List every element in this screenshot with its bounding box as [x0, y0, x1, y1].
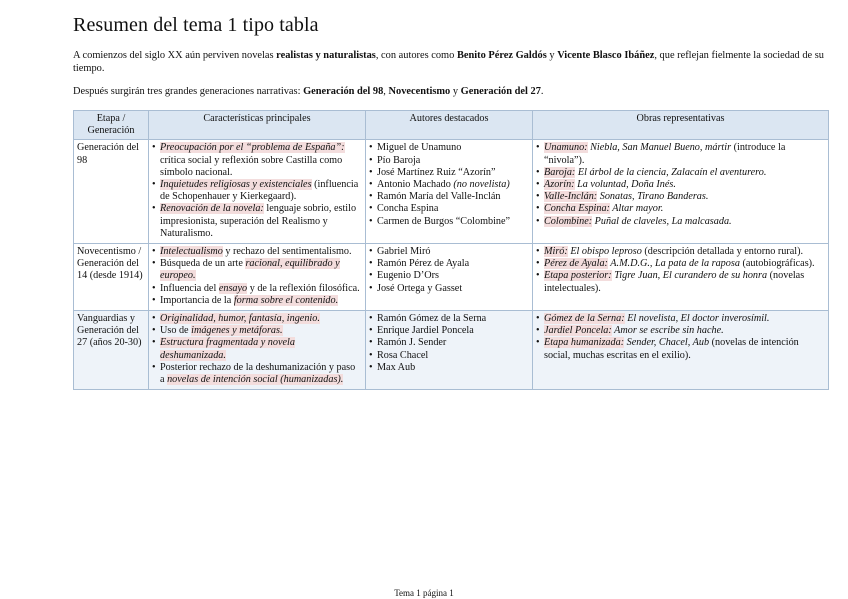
- highlighted-text: Renovación de la novela:: [160, 203, 264, 215]
- authors-cell: [366, 244, 533, 311]
- works-list: [536, 313, 825, 362]
- work-item: [544, 179, 825, 191]
- work-titles: A.M.D.G., La pata de la raposa: [607, 258, 740, 270]
- author-note: (no novelista): [453, 179, 510, 191]
- intro2-bold-27: Generación del 27: [460, 86, 541, 97]
- header-stage: Etapa / Generación: [74, 111, 149, 140]
- author-item: [377, 155, 529, 167]
- feature-text: Influencia del: [160, 282, 219, 294]
- work-item: [544, 142, 825, 166]
- author-item: [377, 362, 529, 374]
- intro1-text-c: , con autores como: [375, 50, 457, 61]
- feature-text: (influencia de Schopenhauer y Kierkegaard).: [160, 179, 359, 203]
- author-item: [377, 167, 529, 179]
- intro2-bold-novecentismo: Novecentismo: [388, 86, 451, 97]
- work-author: Valle-Inclán:: [544, 191, 598, 203]
- work-note: (novelas intelectuales).: [544, 270, 805, 294]
- work-item: [544, 325, 825, 337]
- table-header-row: [74, 111, 829, 140]
- author-name: José Ortega y Gasset: [377, 282, 463, 294]
- stage-cell: Vanguardias y Generación del 27 (años 20-30): [74, 311, 149, 390]
- feature-text: y rechazo del sentimentalismo.: [222, 246, 352, 258]
- author-item: [377, 325, 529, 337]
- intro1-text-a: A comienzos del siglo XX aún perviven novelas: [73, 50, 277, 61]
- highlighted-text: Inquietudes religiosas y existenciales: [160, 179, 312, 191]
- header-features: Características principales: [149, 111, 366, 140]
- feature-item: [160, 362, 362, 386]
- intro-paragraph-2: [73, 85, 828, 98]
- author-item: [377, 179, 529, 191]
- work-titles: Puñal de claveles, La malcasada.: [592, 215, 732, 227]
- author-name: Max Aub: [377, 361, 416, 373]
- feature-item: [160, 179, 362, 203]
- feature-text: lenguaje sobrio, estilo impresionista, superación del Realismo y Naturalismo.: [160, 203, 357, 239]
- authors-cell: [366, 311, 533, 390]
- author-name: Carmen de Burgos “Colombine”: [377, 215, 511, 227]
- authors-list: [369, 246, 529, 295]
- intro1-text-e: y: [546, 50, 558, 61]
- feature-item: [160, 246, 362, 258]
- work-author: Gómez de la Serna:: [544, 313, 625, 325]
- feature-text: Búsqueda de un arte: [160, 258, 246, 270]
- authors-list: [369, 142, 529, 227]
- author-name: Rosa Chacel: [377, 349, 429, 361]
- work-item: [544, 313, 825, 325]
- author-name: Ramón María del Valle-Inclán: [377, 191, 501, 203]
- work-note: (introduce la “nivola”).: [544, 142, 786, 166]
- work-author: Unamuno:: [544, 142, 588, 154]
- feature-text: Posterior rechazo de la deshumanización y paso a: [160, 361, 356, 386]
- feature-item: [160, 313, 362, 325]
- features-list: [152, 142, 362, 240]
- intro2-text-e: y: [450, 86, 461, 97]
- work-titles: Niebla, San Manuel Bueno, mártir: [587, 142, 732, 154]
- header-authors: Autores destacados: [366, 111, 533, 140]
- summary-table: [73, 110, 829, 390]
- author-item: [377, 203, 529, 215]
- works-list: [536, 142, 825, 227]
- feature-item: [160, 337, 362, 361]
- page-title: Resumen del tema 1 tipo tabla: [73, 14, 319, 36]
- author-name: Antonio Machado: [377, 179, 454, 191]
- work-author: Colombine:: [544, 215, 593, 227]
- features-list: [152, 313, 362, 386]
- stage-cell: Novecentismo / Generación del 14 (desde 1914): [74, 244, 149, 311]
- feature-item: [160, 258, 362, 282]
- table-row: [74, 140, 829, 244]
- works-cell: [533, 140, 829, 244]
- features-cell: [149, 311, 366, 390]
- stage-cell: Generación del 98: [74, 140, 149, 244]
- author-item: [377, 191, 529, 203]
- work-author: Miró:: [544, 246, 568, 258]
- work-item: [544, 246, 825, 258]
- work-author: Etapa posterior:: [544, 270, 612, 282]
- author-item: [377, 337, 529, 349]
- works-cell: [533, 311, 829, 390]
- feature-text: crítica social y reflexión sobre Castilla como símbolo nacional.: [160, 154, 343, 178]
- table-row: [74, 311, 829, 390]
- feature-item: [160, 325, 362, 337]
- work-titles: Amor se escribe sin hache.: [611, 325, 724, 337]
- author-item: [377, 270, 529, 282]
- work-author: Pérez de Ayala:: [544, 258, 608, 270]
- table-row: [74, 244, 829, 311]
- feature-text: Uso de: [160, 325, 192, 337]
- works-list: [536, 246, 825, 295]
- author-name: José Martínez Ruiz “Azorín”: [377, 166, 496, 178]
- intro1-text-g: , que reflejan fielmente la sociedad de su tiempo.: [73, 50, 824, 74]
- work-author: Concha Espina:: [544, 203, 610, 215]
- highlighted-text: ensayo: [218, 282, 248, 294]
- feature-item: [160, 142, 362, 179]
- author-name: Enrique Jardiel Poncela: [377, 325, 474, 337]
- intro1-bold-realistas: realistas y naturalistas: [276, 50, 376, 61]
- work-titles: El novelista, El doctor inverosímil.: [624, 313, 770, 325]
- works-cell: [533, 244, 829, 311]
- work-titles: Sonatas, Tirano Banderas.: [597, 191, 709, 203]
- intro-paragraph-1: [73, 49, 828, 75]
- author-name: Miguel de Unamuno: [377, 142, 462, 154]
- author-item: [377, 142, 529, 154]
- author-name: Ramón Gómez de la Serna: [377, 313, 487, 325]
- feature-text: Importancia de la: [160, 294, 234, 306]
- intro1-bold-galdos: Benito Pérez Galdós: [456, 50, 547, 61]
- highlighted-text: Estructura fragmentada y novela deshumanizada.: [160, 337, 295, 361]
- work-note: (descripción detallada y entorno rural).: [641, 246, 804, 258]
- intro2-bold-98: Generación del 98: [303, 86, 384, 97]
- work-author: Baroja:: [544, 166, 576, 178]
- work-note: (autobiográficas).: [739, 258, 815, 270]
- authors-list: [369, 313, 529, 374]
- highlighted-text: novelas de intención social (humanizadas).: [167, 374, 344, 386]
- work-item: [544, 191, 825, 203]
- highlighted-text: racional, equilibrado y europeo.: [160, 258, 340, 282]
- document-page: [73, 14, 828, 390]
- work-titles: Altar mayor.: [609, 203, 664, 215]
- author-name: Gabriel Miró: [377, 246, 431, 258]
- work-item: [544, 270, 825, 294]
- highlighted-text: imágenes y metáforas.: [191, 325, 283, 337]
- work-item: [544, 337, 825, 361]
- work-author: Etapa humanizada:: [544, 337, 625, 349]
- work-author: Azorín:: [544, 179, 575, 191]
- author-item: [377, 246, 529, 258]
- authors-cell: [366, 140, 533, 244]
- highlighted-text: Intelectualismo: [160, 246, 223, 258]
- author-item: [377, 313, 529, 325]
- intro1-bold-blasco: Vicente Blasco Ibáñez: [557, 50, 655, 61]
- work-item: [544, 216, 825, 228]
- features-cell: [149, 244, 366, 311]
- work-titles: Tigre Juan, El curandero de su honra: [611, 270, 768, 282]
- feature-item: [160, 203, 362, 240]
- intro2-text-c: ,: [383, 86, 389, 97]
- work-note: (novelas de intención social, muchas escritas en el exilio).: [544, 337, 799, 361]
- feature-item: [160, 283, 362, 295]
- highlighted-text: Originalidad, humor, fantasía, ingenio.: [160, 313, 320, 325]
- author-item: [377, 283, 529, 295]
- work-titles: El árbol de la ciencia, Zalacaín el aventurero.: [575, 166, 767, 178]
- intro2-text-g: .: [540, 86, 544, 97]
- author-name: Concha Espina: [377, 203, 439, 215]
- work-item: [544, 203, 825, 215]
- intro2-text-a: Después surgirán tres grandes generaciones narrativas:: [73, 86, 304, 97]
- features-list: [152, 246, 362, 307]
- author-name: Ramón Pérez de Ayala: [377, 258, 470, 270]
- author-name: Pío Baroja: [377, 154, 421, 166]
- author-item: [377, 216, 529, 228]
- author-name: Eugenio D’Ors: [377, 270, 439, 282]
- work-item: [544, 258, 825, 270]
- feature-item: [160, 295, 362, 307]
- feature-text: y de la reflexión filosófica.: [247, 282, 360, 294]
- work-author: Jardiel Poncela:: [544, 325, 612, 337]
- work-titles: Sender, Chacel, Aub: [624, 337, 710, 349]
- author-item: [377, 258, 529, 270]
- header-works: Obras representativas: [533, 111, 829, 140]
- work-titles: El obispo leproso: [567, 246, 642, 258]
- page-footer: Tema 1 página 1: [394, 588, 454, 598]
- highlighted-text: forma sobre el contenido.: [233, 294, 339, 306]
- author-name: Ramón J. Sender: [377, 337, 447, 349]
- table-body: [74, 140, 829, 390]
- features-cell: [149, 140, 366, 244]
- author-item: [377, 350, 529, 362]
- work-titles: La voluntad, Doña Inés.: [574, 179, 676, 191]
- highlighted-text: Preocupación por el “problema de España”:: [160, 142, 345, 154]
- work-item: [544, 167, 825, 179]
